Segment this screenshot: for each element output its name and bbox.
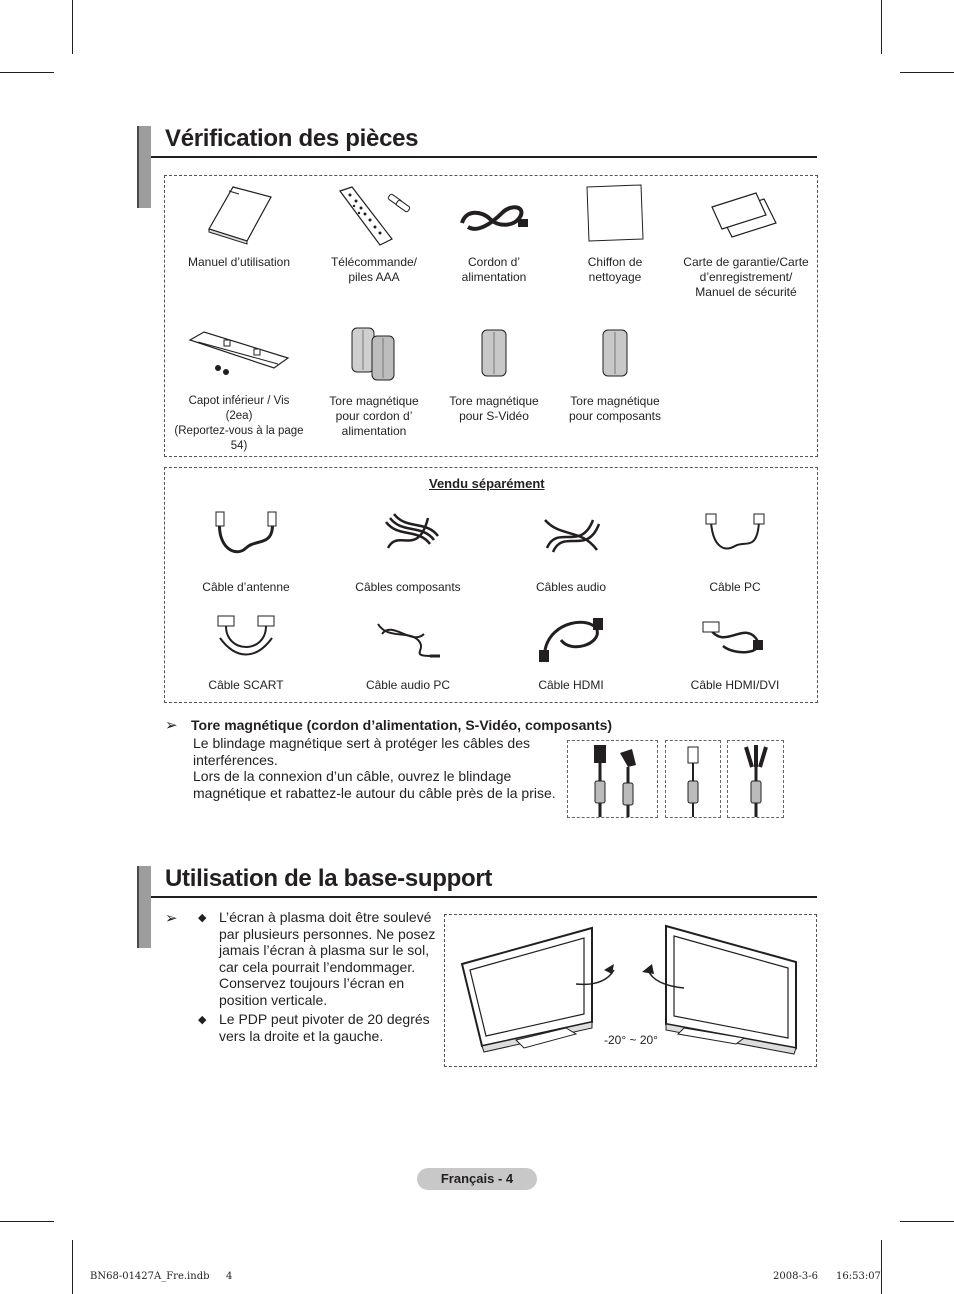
footer-page-num: 4 (226, 1271, 233, 1282)
item-power-cord (429, 183, 559, 285)
scart-cable-icon (206, 610, 286, 666)
footer-file: BN68-01427A_Fre.indb (90, 1271, 210, 1282)
item-ferrite-svideo (429, 322, 559, 424)
stand-bullet: Le PDP peut pivoter de 20 degrés vers la droite et la gauche. (219, 1011, 430, 1044)
hdmi-cable-icon (531, 610, 611, 666)
hdmi-dvi-cable-icon (695, 610, 775, 666)
audio-cable-icon (531, 508, 611, 564)
section-title-parts: Vérification des pièces (165, 125, 419, 152)
item-cover (174, 322, 304, 454)
page-label: Français - 4 (417, 1168, 537, 1190)
footer-date: 2008-3-6 (773, 1271, 818, 1282)
section-rule (151, 156, 817, 158)
cable-label: Câble audio PC (365, 678, 451, 692)
tv-right-icon (666, 926, 796, 1054)
bullet-diamond-icon: ◆ (198, 912, 207, 924)
ferrite-illustration-box (727, 740, 784, 818)
cable-label: Câbles composants (355, 580, 461, 594)
ferrite-note-heading: Tore magnétique (cordon d’alimentation, S-Vidéo, composants) (191, 717, 613, 733)
ferrite-note-line: Lors de la connexion d’un câble, ouvrez le blindage magnétique et rabattez-le autour du câble près de la prise. (193, 768, 556, 801)
item-label: Tore magnétique pour composants (568, 394, 662, 423)
antenna-cable-icon (206, 508, 286, 564)
cloth-icon (575, 183, 655, 247)
pc-cable-icon (695, 508, 775, 564)
item-cards (681, 183, 811, 300)
bullet-diamond-icon: ◆ (198, 1014, 207, 1026)
note-arrow-icon: ➢ (165, 910, 178, 927)
sold-separately-title: Vendu séparément (429, 476, 545, 491)
item-remote (309, 183, 439, 285)
item-cloth (550, 183, 680, 285)
item-label: Capot inférieur / Vis (2ea) (Reportez-vous à la page 54) (174, 395, 304, 452)
component-cable-icon (368, 508, 448, 564)
crop-mark (72, 1240, 73, 1294)
note-arrow-icon: ➢ (165, 717, 178, 734)
cards-icon (706, 183, 786, 247)
component-ferrite-icon (728, 741, 783, 817)
svideo-ferrite-icon (666, 741, 720, 817)
ferrite-note-body (193, 735, 563, 801)
cable-label: Câble d’antenne (202, 580, 290, 594)
crop-mark (881, 1240, 882, 1294)
crop-mark (900, 1221, 954, 1222)
footer-time: 16:53:07 (836, 1271, 881, 1282)
section-title-stand: Utilisation de la base-support (165, 865, 493, 892)
plug-ferrite-icon (568, 741, 657, 817)
item-label: Cordon d’ alimentation (461, 255, 527, 284)
cover-icon (184, 322, 294, 386)
cable-label: Câble HDMI/DVI (690, 678, 780, 692)
pc-audio-cable-icon (368, 610, 448, 666)
crop-mark (900, 72, 954, 73)
ferrite-illustration-box (567, 740, 658, 818)
ferrite-pair-icon (334, 322, 414, 386)
ferrite-icon (454, 322, 534, 386)
item-manual (174, 183, 304, 270)
item-ferrite-component (550, 322, 680, 424)
section-bar (137, 126, 151, 208)
cable-label: Câbles audio (535, 580, 607, 594)
section-bar (137, 866, 151, 948)
ferrite-illustration-box (665, 740, 721, 818)
crop-mark (881, 0, 882, 54)
manual-icon (199, 183, 279, 247)
tv-left-icon (462, 928, 592, 1052)
item-label: Télécommande/ piles AAA (330, 255, 418, 284)
item-label: Manuel d’utilisation (187, 255, 291, 269)
cable-label: Câble SCART (208, 678, 284, 692)
cable-label: Câble HDMI (538, 678, 604, 692)
item-label: Chiffon de nettoyage (587, 255, 643, 284)
power-cord-icon (454, 183, 534, 247)
crop-mark (0, 1221, 54, 1222)
angle-label: -20° ~ 20° (604, 1033, 658, 1047)
item-ferrite-power (309, 322, 439, 439)
stand-bullet: L’écran à plasma doit être soulevé par plusieurs personnes. Ne posez jamais l’écran à plasma sur le sol, car cela pourrait l’endommager. Conservez toujours l’écran en position verticale. (219, 909, 436, 1008)
ferrite-icon (575, 322, 655, 386)
item-label: Carte de garantie/Carte d’enregistrement/ Manuel de sécurité (683, 255, 809, 299)
item-label: Tore magnétique pour S-Vidéo (449, 394, 539, 423)
crop-mark (72, 0, 73, 54)
crop-mark (0, 72, 54, 73)
cable-label: Câble PC (709, 580, 761, 594)
section-rule (151, 896, 817, 898)
ferrite-note-line: Le blindage magnétique sert à protéger les câbles des interférences. (193, 735, 530, 768)
remote-icon (334, 183, 414, 247)
item-label: Tore magnétique pour cordon d’ alimentation (329, 394, 419, 438)
